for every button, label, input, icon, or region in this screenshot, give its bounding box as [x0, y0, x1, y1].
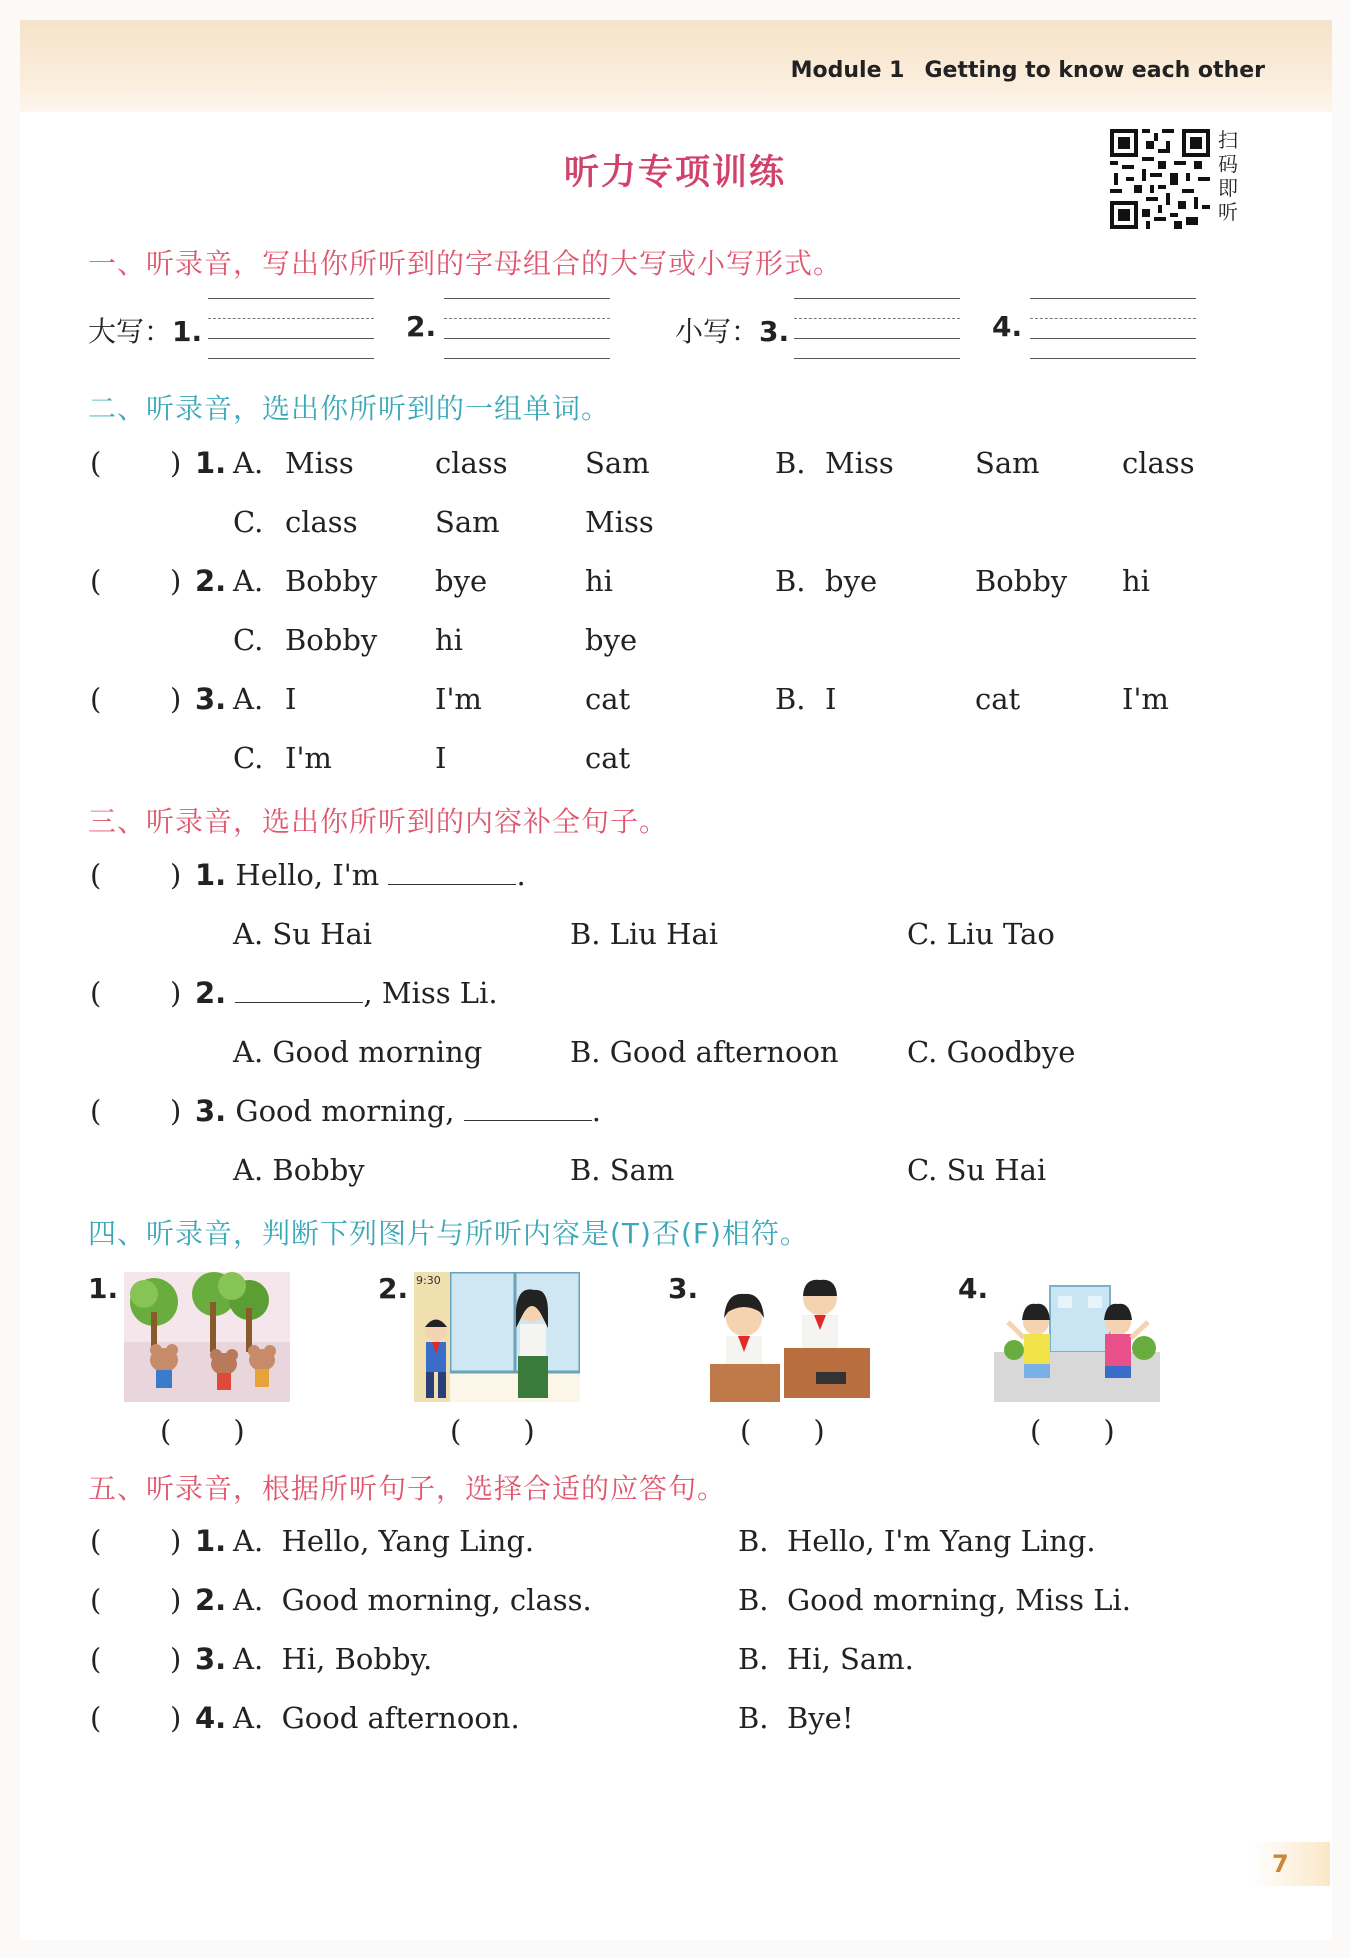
- answer-paren-close: ): [170, 446, 182, 480]
- option-word: Miss: [285, 446, 354, 480]
- qr-code-icon[interactable]: [1110, 128, 1210, 230]
- writing-line-3[interactable]: [794, 298, 960, 358]
- option-word: cat: [975, 682, 1021, 716]
- tf-answer-paren-2[interactable]: ( ): [450, 1414, 535, 1448]
- fill-blank[interactable]: [464, 1096, 592, 1121]
- pic-num-1: 1.: [88, 1272, 119, 1305]
- section3-heading: 三、听录音，选出你所听到的内容补全句子。: [88, 805, 669, 838]
- answer-paren[interactable]: (: [90, 682, 102, 716]
- option-A[interactable]: A. Good morning, class.: [233, 1583, 592, 1617]
- s3-q2-optA[interactable]: A. Good morning: [233, 1035, 483, 1069]
- page-title: 听力专项训练: [563, 153, 786, 193]
- num-2: 2.: [406, 310, 437, 343]
- option-word: hi: [1122, 564, 1150, 598]
- option-word: Sam: [435, 505, 500, 539]
- clock-time: 9:30: [416, 1274, 441, 1287]
- option-A[interactable]: A. Hi, Bobby.: [233, 1642, 433, 1676]
- tf-answer-paren-4[interactable]: ( ): [1030, 1414, 1115, 1448]
- option-word: Miss: [825, 446, 894, 480]
- writing-line-1[interactable]: [208, 298, 374, 358]
- option-word: I: [435, 741, 447, 775]
- option-label[interactable]: A.: [233, 682, 264, 716]
- option-label[interactable]: A.: [233, 564, 264, 598]
- s3-q3-optC[interactable]: C. Su Hai: [907, 1153, 1047, 1187]
- picture-mice-park: [124, 1272, 290, 1402]
- answer-paren-close: ): [170, 682, 182, 716]
- option-A[interactable]: A. Good afternoon.: [233, 1701, 520, 1735]
- option-word: class: [435, 446, 508, 480]
- option-word: bye: [585, 623, 638, 657]
- answer-paren[interactable]: (: [90, 858, 102, 892]
- s3-q1-optA[interactable]: A. Su Hai: [233, 917, 373, 951]
- option-word: Sam: [975, 446, 1040, 480]
- writing-line-2[interactable]: [444, 298, 610, 358]
- option-label[interactable]: C.: [233, 741, 264, 775]
- picture-teacher-boy: [414, 1272, 580, 1402]
- question-number: 3.: [195, 1642, 227, 1676]
- page-number: 7: [1252, 1842, 1330, 1886]
- option-word: bye: [825, 564, 878, 598]
- section2-heading: 二、听录音，选出你所听到的一组单词。: [88, 392, 611, 425]
- answer-paren-close: ): [170, 1701, 182, 1735]
- question-number: 1.: [195, 446, 227, 480]
- section4-heading: 四、听录音，判断下列图片与所听内容是(T)否(F)相符。: [88, 1217, 809, 1250]
- uppercase-label: 大写：1.: [88, 315, 203, 348]
- fill-blank[interactable]: [235, 978, 363, 1003]
- answer-paren-close: ): [170, 858, 182, 892]
- option-word: class: [1122, 446, 1195, 480]
- s3-q1-stem: 1. Hello, I'm .: [195, 858, 526, 892]
- s3-q3-optA[interactable]: A. Bobby: [233, 1153, 365, 1187]
- answer-paren[interactable]: (: [90, 1583, 102, 1617]
- option-B[interactable]: B. Good morning, Miss Li.: [738, 1583, 1131, 1617]
- answer-paren[interactable]: (: [90, 564, 102, 598]
- fill-blank[interactable]: [388, 860, 516, 885]
- option-word: Bobby: [285, 564, 378, 598]
- s3-q2-stem: 2. , Miss Li.: [195, 976, 498, 1010]
- option-label[interactable]: A.: [233, 446, 264, 480]
- option-A[interactable]: A. Hello, Yang Ling.: [233, 1524, 535, 1558]
- answer-paren-close: ): [170, 1642, 182, 1676]
- option-word: Sam: [585, 446, 650, 480]
- option-label[interactable]: B.: [775, 564, 806, 598]
- option-word: I: [285, 682, 297, 716]
- option-B[interactable]: B. Bye!: [738, 1701, 854, 1735]
- pic-num-3: 3.: [668, 1272, 699, 1305]
- option-word: I'm: [1122, 682, 1169, 716]
- option-word: I: [825, 682, 837, 716]
- answer-paren-close: ): [170, 1583, 182, 1617]
- option-label[interactable]: C.: [233, 505, 264, 539]
- module-header: Module 1 Getting to know each other: [790, 58, 1265, 83]
- answer-paren-close: ): [170, 564, 182, 598]
- option-word: cat: [585, 741, 631, 775]
- answer-paren[interactable]: (: [90, 1524, 102, 1558]
- section1-heading: 一、听录音，写出你所听到的字母组合的大写或小写形式。: [88, 247, 843, 280]
- tf-answer-paren-1[interactable]: ( ): [160, 1414, 245, 1448]
- option-word: hi: [435, 623, 463, 657]
- answer-paren[interactable]: (: [90, 976, 102, 1010]
- answer-paren-close: ): [170, 1094, 182, 1128]
- option-word: Bobby: [975, 564, 1068, 598]
- question-number: 1.: [195, 1524, 227, 1558]
- answer-paren-close: ): [170, 976, 182, 1010]
- section5-heading: 五、听录音，根据所听句子，选择合适的应答句。: [88, 1472, 727, 1505]
- option-word: class: [285, 505, 358, 539]
- s3-q3-stem: 3. Good morning, .: [195, 1094, 601, 1128]
- option-word: bye: [435, 564, 488, 598]
- option-word: hi: [585, 564, 613, 598]
- picture-girls-waving: [994, 1272, 1160, 1402]
- option-label[interactable]: B.: [775, 446, 806, 480]
- question-number: 4.: [195, 1701, 227, 1735]
- option-label[interactable]: B.: [775, 682, 806, 716]
- pic-num-4: 4.: [958, 1272, 989, 1305]
- answer-paren[interactable]: (: [90, 1701, 102, 1735]
- question-number: 2.: [195, 1583, 227, 1617]
- option-word: Bobby: [285, 623, 378, 657]
- option-word: cat: [585, 682, 631, 716]
- writing-line-4[interactable]: [1030, 298, 1196, 358]
- answer-paren[interactable]: (: [90, 1642, 102, 1676]
- s3-q2-optB[interactable]: B. Good afternoon: [570, 1035, 839, 1069]
- question-number: 2.: [195, 564, 227, 598]
- option-B[interactable]: B. Hello, I'm Yang Ling.: [738, 1524, 1096, 1558]
- num-4: 4.: [992, 310, 1023, 343]
- pic-num-2: 2.: [378, 1272, 409, 1305]
- answer-paren[interactable]: (: [90, 446, 102, 480]
- option-word: I'm: [435, 682, 482, 716]
- s3-q2-optC[interactable]: C. Goodbye: [907, 1035, 1076, 1069]
- option-label[interactable]: C.: [233, 623, 264, 657]
- question-number: 3.: [195, 682, 227, 716]
- option-word: Miss: [585, 505, 654, 539]
- s3-q1-optB[interactable]: B. Liu Hai: [570, 917, 719, 951]
- answer-paren-close: ): [170, 1524, 182, 1558]
- s3-q3-optB[interactable]: B. Sam: [570, 1153, 675, 1187]
- option-word: I'm: [285, 741, 332, 775]
- answer-paren[interactable]: (: [90, 1094, 102, 1128]
- option-B[interactable]: B. Hi, Sam.: [738, 1642, 914, 1676]
- picture-two-pupils: [704, 1272, 870, 1402]
- tf-answer-paren-3[interactable]: ( ): [740, 1414, 825, 1448]
- s3-q1-optC[interactable]: C. Liu Tao: [907, 917, 1055, 951]
- qr-label: 扫码即听: [1218, 128, 1238, 224]
- lowercase-label: 小写：3.: [675, 315, 790, 348]
